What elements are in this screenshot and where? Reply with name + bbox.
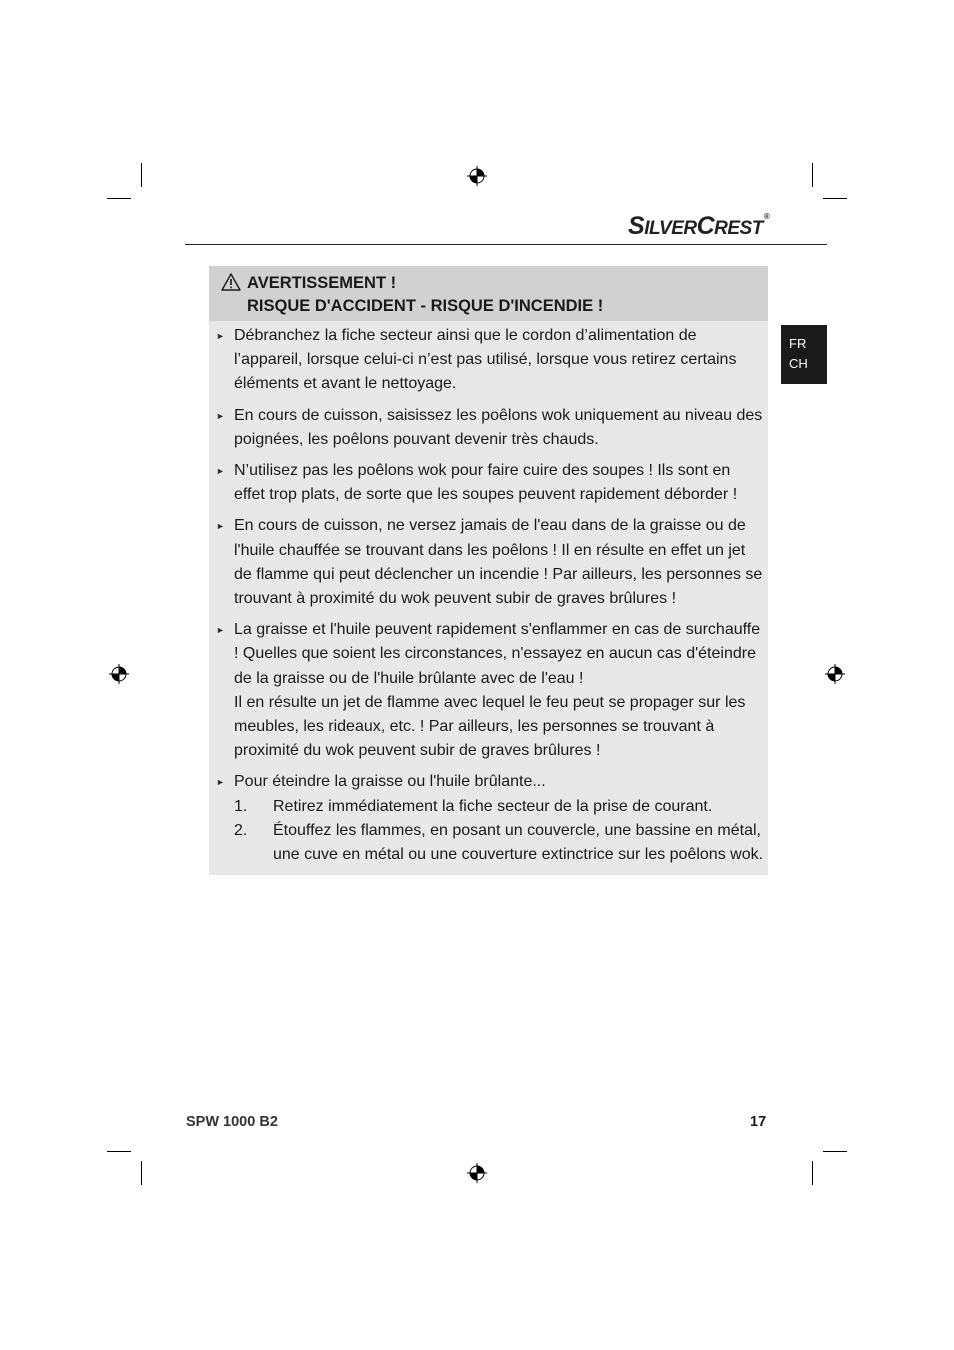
list-item-text: En cours de cuisson, saisissez les poêlons wok uniquement au niveau des poignées, les poêlons pouvant devenir très chauds. [234, 406, 763, 448]
list-item-text: N’utilisez pas les poêlons wok pour faire cuire des soupes ! Ils sont en effet trop plats, de sorte que les soupes peuvent rapidement déborder ! [234, 462, 738, 504]
list-item-text-continued: Il en résulte un jet de flamme avec lequel le feu peut se propager sur les meubles, les rideaux, etc. ! Par ailleurs, les personnes se trouvant à proximité du wok peuvent subir de graves brûlures ! [234, 693, 746, 760]
step-item [234, 795, 768, 819]
crop-mark [812, 1161, 813, 1185]
bullet-arrow-icon: ► [216, 521, 225, 532]
list-item-text: En cours de cuisson, ne versez jamais de l'eau dans de la graisse ou de l'huile chauffée se trouvant dans les poêlons ! Il en résulte en effet un jet de flamme qui peut déclencher un incendie ! Par ailleurs, les personnes se trouvant à proximité du wok peuvent subir de graves brûlures ! [234, 517, 763, 608]
language-tab [781, 325, 827, 384]
warning-title-line2: RISQUE D'ACCIDENT - RISQUE D'INCENDIE ! [247, 297, 604, 315]
registration-mark-icon [109, 664, 129, 684]
numbered-steps [234, 795, 768, 868]
step-number: 2. [234, 821, 248, 839]
list-item [209, 770, 768, 867]
crop-mark [141, 1161, 142, 1185]
page-number: 17 [750, 1114, 767, 1130]
country-code: CH [789, 356, 808, 371]
bullet-arrow-icon: ► [216, 466, 225, 477]
registration-mark-icon [825, 664, 845, 684]
brand-logo: SILVERCREST® [628, 212, 770, 240]
list-item [209, 618, 768, 763]
crop-mark [823, 1151, 847, 1152]
list-item [209, 324, 768, 397]
language-code: FR [789, 336, 807, 351]
header-rule [185, 244, 827, 245]
list-item [209, 459, 768, 507]
warning-triangle-icon [221, 273, 241, 291]
warning-title-line1: AVERTISSEMENT ! [247, 274, 397, 292]
warning-header [209, 266, 768, 321]
crop-mark [107, 198, 131, 199]
step-item [234, 819, 768, 867]
crop-mark [812, 163, 813, 187]
list-item [209, 404, 768, 452]
registration-mark-icon [467, 1163, 487, 1183]
model-number: SPW 1000 B2 [186, 1114, 278, 1130]
crop-mark [823, 198, 847, 199]
crop-mark [107, 1151, 131, 1152]
list-item [209, 514, 768, 611]
step-text: Étouffez les flammes, en posant un couvercle, une bassine en métal, une cuve en métal ou une couverture extinctrice sur les poêlons wok. [273, 821, 764, 864]
warning-box [209, 266, 768, 875]
registration-mark-icon [467, 166, 487, 186]
step-number: 1. [234, 797, 248, 815]
bullet-arrow-icon: ► [216, 410, 225, 421]
bullet-arrow-icon: ► [216, 777, 225, 788]
list-item-text: Débranchez la fiche secteur ainsi que le cordon d’alimentation de l’appareil, lorsque celui-ci n’est pas utilisé, lorsque vous retirez certains éléments et avant le nettoyage. [234, 327, 737, 393]
bullet-arrow-icon: ► [216, 331, 225, 341]
bullet-arrow-icon: ► [216, 625, 225, 636]
step-text: Retirez immédiatement la fiche secteur de la prise de courant. [273, 797, 713, 815]
crop-mark [141, 163, 142, 187]
warning-list [209, 324, 768, 874]
list-item-text: Pour éteindre la graisse ou l'huile brûlante... [234, 773, 546, 791]
list-item-text: La graisse et l'huile peuvent rapidement s'enflammer en cas de surchauffe ! Quelles que soient les circonstances, n'essayez en aucun cas d'éteindre de la graisse ou de l'huile brûlante avec de l'eau ! [234, 621, 761, 687]
warning-title [247, 272, 603, 318]
